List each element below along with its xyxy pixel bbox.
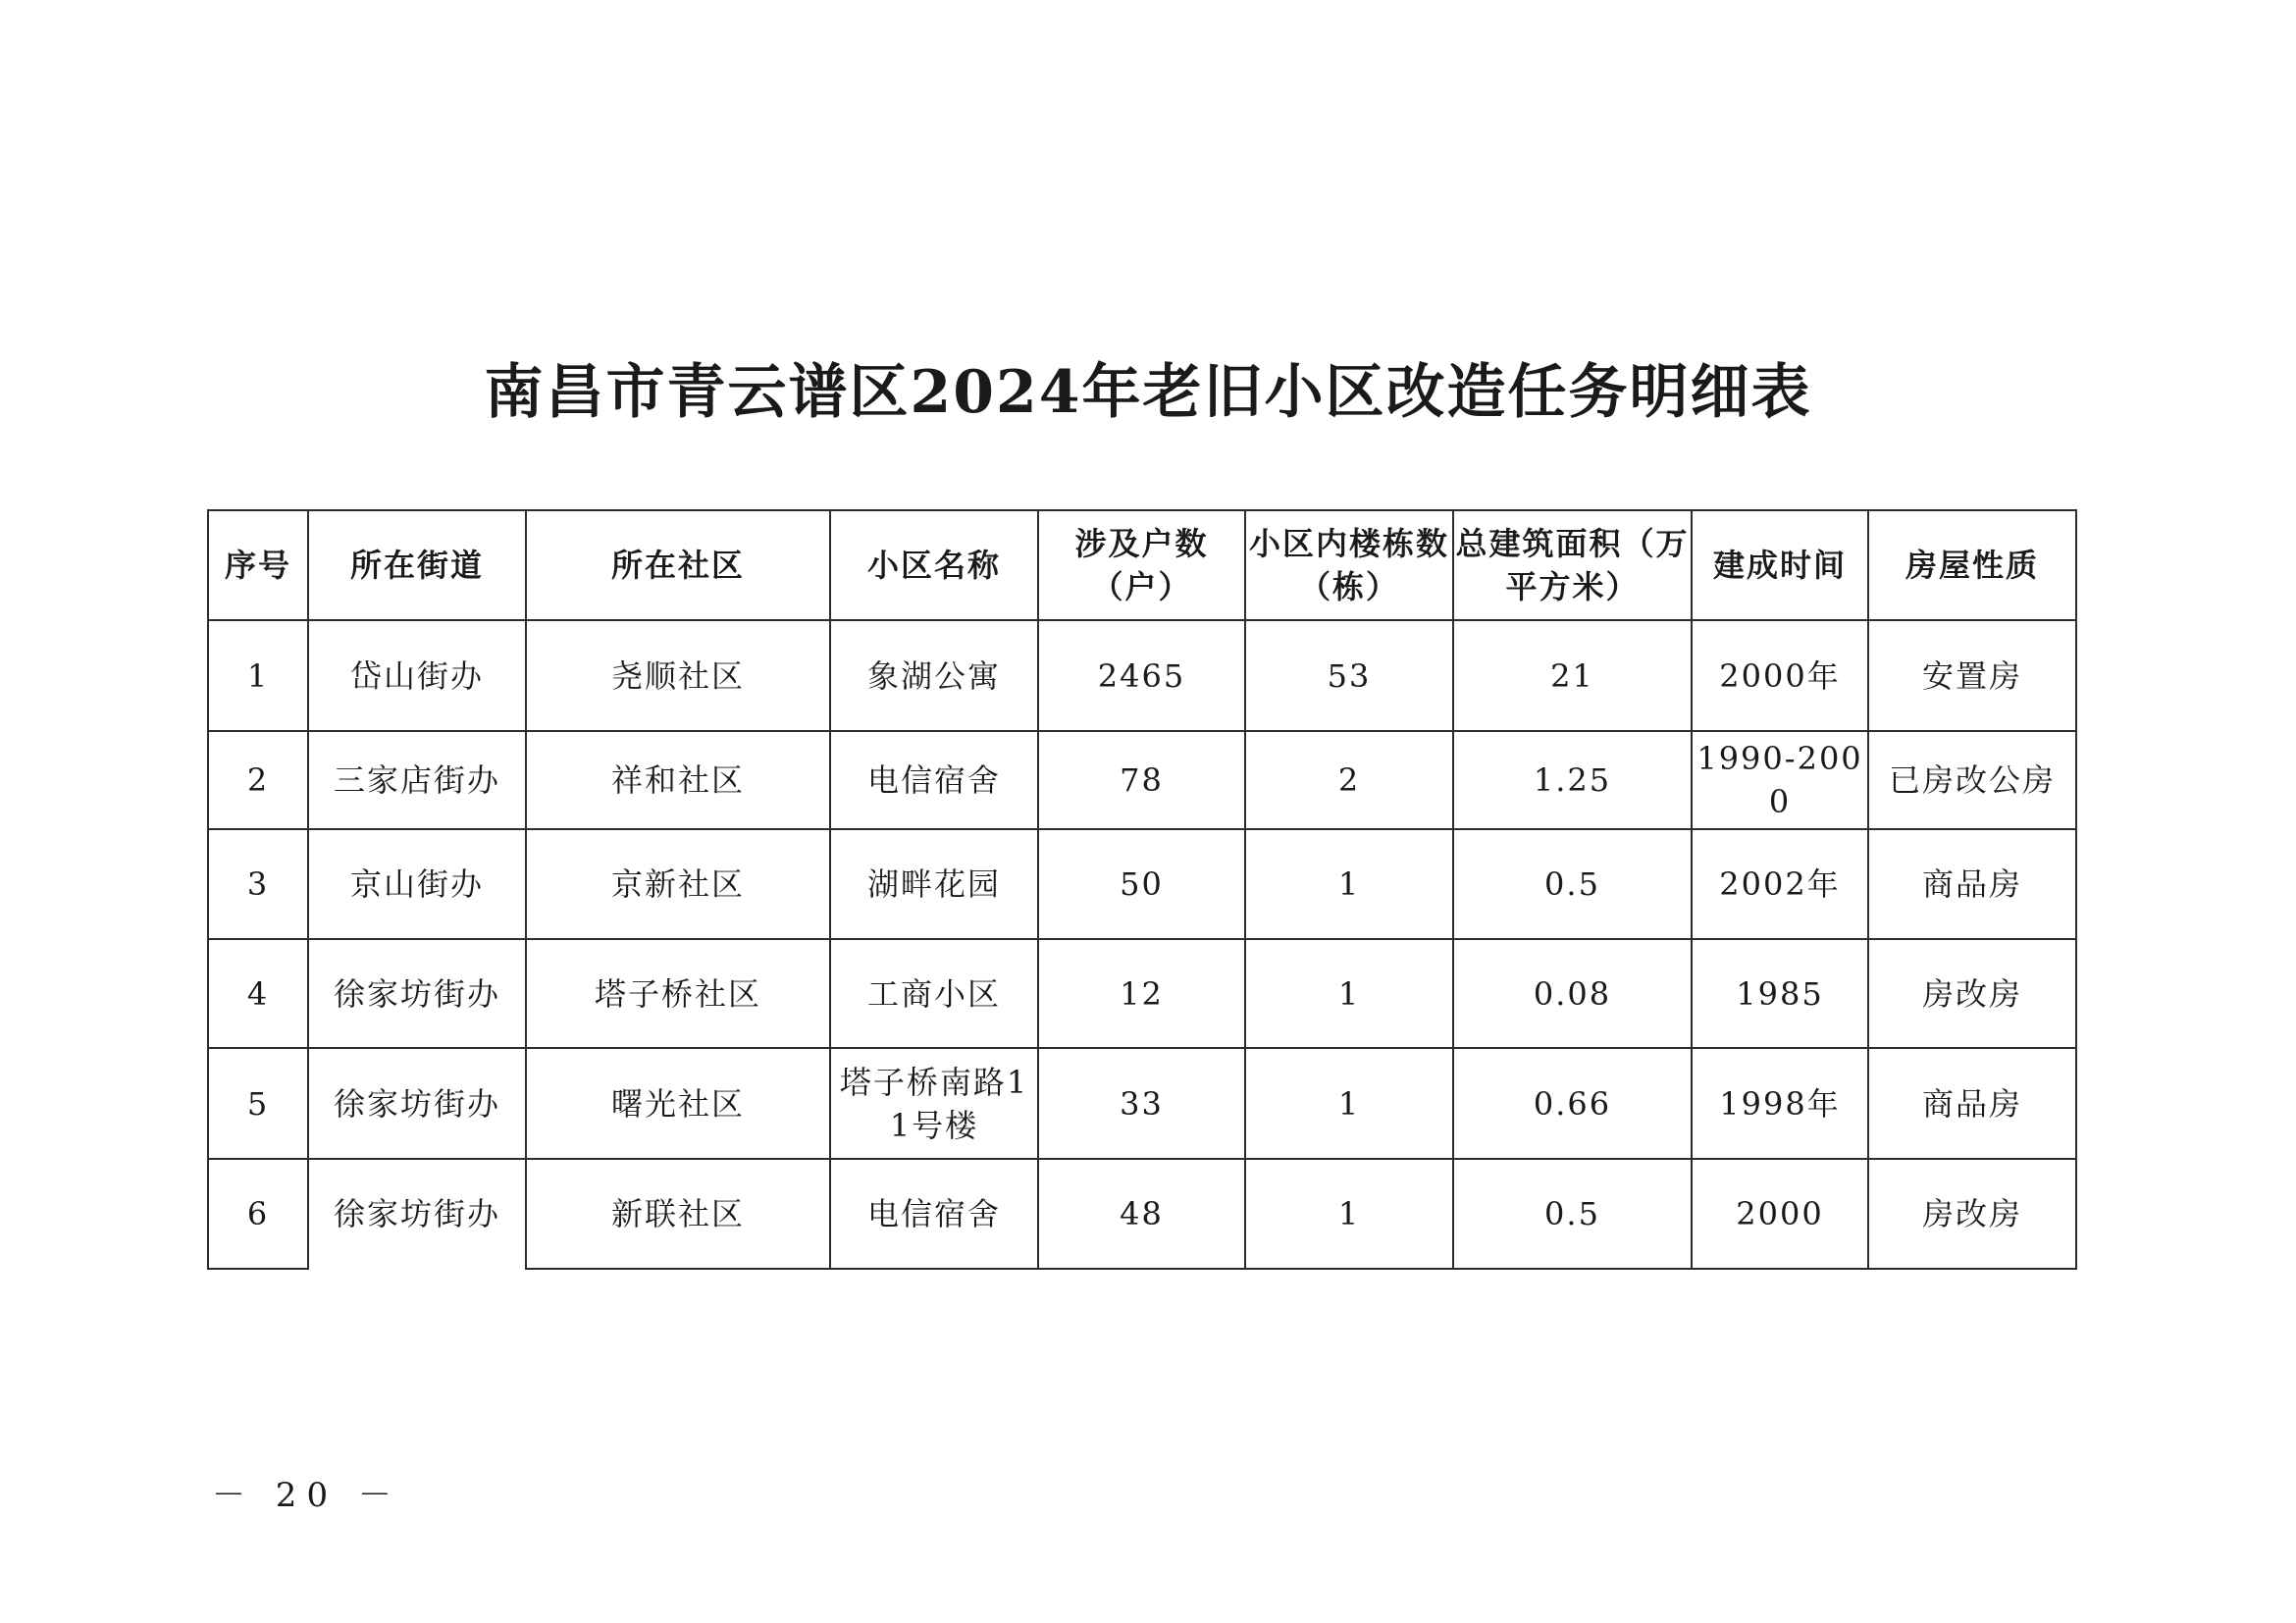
table-row xyxy=(208,1048,2076,1159)
cell-estate-name: 湖畔花园 xyxy=(830,829,1038,939)
cell-buildings: 1 xyxy=(1245,939,1453,1048)
cell-build-year: 2000 xyxy=(1692,1159,1868,1269)
cell-street: 徐家坊街办 xyxy=(308,939,526,1048)
cell-estate-name: 电信宿舍 xyxy=(830,1159,1038,1269)
cell-households: 48 xyxy=(1038,1159,1245,1269)
cell-street: 三家店街办 xyxy=(308,731,526,829)
cell-buildings: 53 xyxy=(1245,620,1453,731)
cell-estate-name: 工商小区 xyxy=(830,939,1038,1048)
document-title: 南昌市青云谱区2024年老旧小区改造任务明细表 xyxy=(484,358,1812,427)
header-cell-housing-type: 房屋性质 xyxy=(1868,510,2076,620)
header-cell-community: 所在社区 xyxy=(526,510,830,620)
cell-floor-area: 0.5 xyxy=(1453,829,1692,939)
table-row xyxy=(208,620,2076,731)
header-cell-street: 所在街道 xyxy=(308,510,526,620)
cell-community: 新联社区 xyxy=(526,1159,830,1269)
cell-community: 京新社区 xyxy=(526,829,830,939)
table-row xyxy=(208,1159,2076,1269)
cell-street: 岱山街办 xyxy=(308,620,526,731)
cell-estate-name: 电信宿舍 xyxy=(830,731,1038,829)
cell-housing-type: 商品房 xyxy=(1868,1048,2076,1159)
cell-buildings: 1 xyxy=(1245,829,1453,939)
cell-housing-type: 已房改公房 xyxy=(1868,731,2076,829)
cell-build-year: 1998年 xyxy=(1692,1048,1868,1159)
page-number: － 20 － xyxy=(212,1476,401,1515)
cell-households: 78 xyxy=(1038,731,1245,829)
table-row xyxy=(208,829,2076,939)
table-row xyxy=(208,939,2076,1048)
header-cell-estate-name: 小区名称 xyxy=(830,510,1038,620)
cell-floor-area: 1.25 xyxy=(1453,731,1692,829)
cell-index: 1 xyxy=(208,620,308,731)
header-cell-build-year: 建成时间 xyxy=(1692,510,1868,620)
cell-households: 2465 xyxy=(1038,620,1245,731)
cell-floor-area: 0.66 xyxy=(1453,1048,1692,1159)
table-row xyxy=(208,731,2076,829)
cell-build-year: 2000年 xyxy=(1692,620,1868,731)
cell-buildings: 1 xyxy=(1245,1048,1453,1159)
cell-index: 6 xyxy=(208,1159,308,1269)
cell-housing-type: 房改房 xyxy=(1868,939,2076,1048)
cell-community: 尧顺社区 xyxy=(526,620,830,731)
header-cell-index: 序号 xyxy=(208,510,308,620)
renovation-task-table xyxy=(207,509,2077,1270)
cell-community: 曙光社区 xyxy=(526,1048,830,1159)
cell-index: 5 xyxy=(208,1048,308,1159)
cell-community: 祥和社区 xyxy=(526,731,830,829)
header-cell-households: 涉及户数（户） xyxy=(1038,510,1245,620)
cell-build-year: 1990-2000 xyxy=(1692,731,1868,829)
cell-community: 塔子桥社区 xyxy=(526,939,830,1048)
cell-buildings: 1 xyxy=(1245,1159,1453,1269)
cell-floor-area: 0.5 xyxy=(1453,1159,1692,1269)
cell-floor-area: 21 xyxy=(1453,620,1692,731)
cell-buildings: 2 xyxy=(1245,731,1453,829)
cell-build-year: 1985 xyxy=(1692,939,1868,1048)
cell-street: 京山街办 xyxy=(308,829,526,939)
cell-index: 4 xyxy=(208,939,308,1048)
cell-index: 2 xyxy=(208,731,308,829)
cell-housing-type: 安置房 xyxy=(1868,620,2076,731)
cell-estate-name: 象湖公寓 xyxy=(830,620,1038,731)
cell-street: 徐家坊街办 xyxy=(308,1048,526,1159)
cell-households: 33 xyxy=(1038,1048,1245,1159)
header-cell-floor-area: 总建筑面积（万平方米） xyxy=(1453,510,1692,620)
cell-estate-name: 塔子桥南路11号楼 xyxy=(830,1048,1038,1159)
cell-street: 徐家坊街办 xyxy=(308,1159,526,1269)
cell-build-year: 2002年 xyxy=(1692,829,1868,939)
cell-households: 12 xyxy=(1038,939,1245,1048)
cell-housing-type: 商品房 xyxy=(1868,829,2076,939)
cell-housing-type: 房改房 xyxy=(1868,1159,2076,1269)
cell-index: 3 xyxy=(208,829,308,939)
table-header-row xyxy=(208,510,2076,620)
cell-floor-area: 0.08 xyxy=(1453,939,1692,1048)
cell-households: 50 xyxy=(1038,829,1245,939)
header-cell-buildings: 小区内楼栋数（栋） xyxy=(1245,510,1453,620)
